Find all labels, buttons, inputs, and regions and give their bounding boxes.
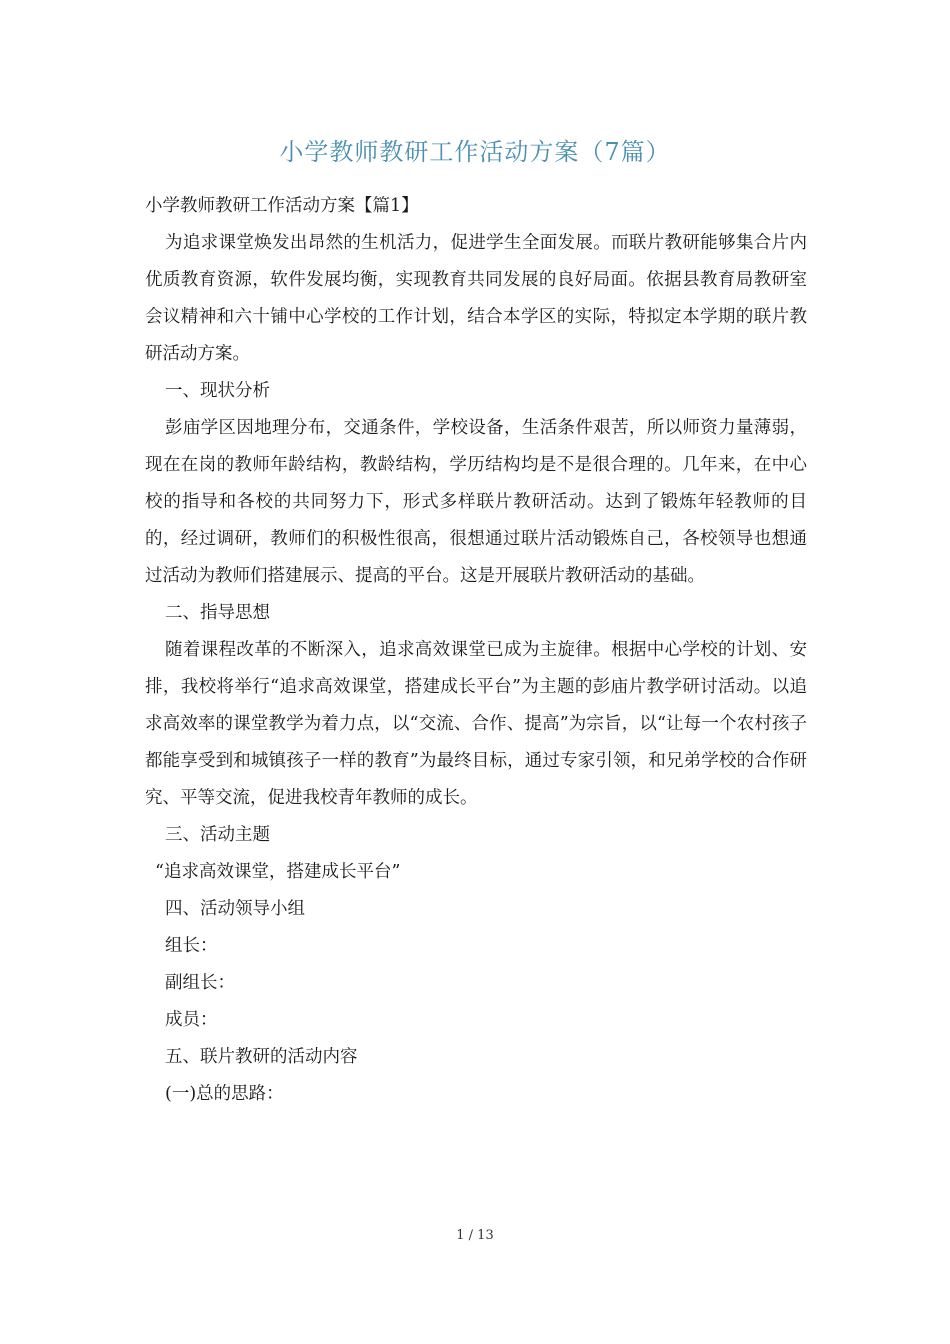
heading-leadership-group: 四、活动领导小组 [165,899,305,919]
line-members: 成员： [165,1010,218,1030]
document-title: 小学教师教研工作活动方案（7篇） [279,138,671,166]
line-general-idea: (一)总的思路： [165,1084,284,1104]
document-body [145,188,807,1113]
paragraph-status-analysis: 彭庙学区因地理分布，交通条件，学校设备，生活条件艰苦，所以师资力量薄弱，现在在岗的教师年龄结构，教龄结构，学历结构均是不是很合理的。几年来，在中心校的指导和各校的共同努力下，形式多样联片教研活动。达到了锻炼年轻教师的目的，经过调研，教师们的积极性很高，很想通过联片活动锻炼自己，各校领导也想通过活动为教师们搭建展示、提高的平台。这是开展联片教研活动的基础。 [145,418,807,586]
line-leader: 组长： [165,936,218,956]
heading-activity-theme: 三、活动主题 [165,825,270,845]
paragraph-guiding-thought: 随着课程改革的不断深入，追求高效课堂已成为主旋律。根据中心学校的计划、安排，我校将举行“追求高效课堂，搭建成长平台”为主题的彭庙片教学研讨活动。以追求高效率的课堂教学为着力点，以“交流、合作、提高”为宗旨，以“让每一个农村孩子都能享受到和城镇孩子一样的教育”为最终目标，通过专家引领，和兄弟学校的合作研究、平等交流，促进我校青年教师的成长。 [145,640,807,808]
paragraph-activity-theme: “追求高效课堂，搭建成长平台” [155,862,401,882]
heading-status-analysis: 一、现状分析 [165,381,270,401]
heading-guiding-thought: 二、指导思想 [165,603,270,623]
page-number: 1 / 13 [456,1228,494,1243]
line-deputy-leader: 副组长： [165,973,235,993]
heading-activity-content: 五、联片教研的活动内容 [165,1047,358,1067]
paragraph-intro: 为追求课堂焕发出昂然的生机活力，促进学生全面发展。而联片教研能够集合片内优质教育资源，软件发展均衡，实现教育共同发展的良好局面。依据县教育局教研室会议精神和六十铺中心学校的工作计划，结合本学区的实际，特拟定本学期的联片教研活动方案。 [145,233,807,364]
section-heading: 小学教师教研工作活动方案【篇1】 [145,196,419,216]
